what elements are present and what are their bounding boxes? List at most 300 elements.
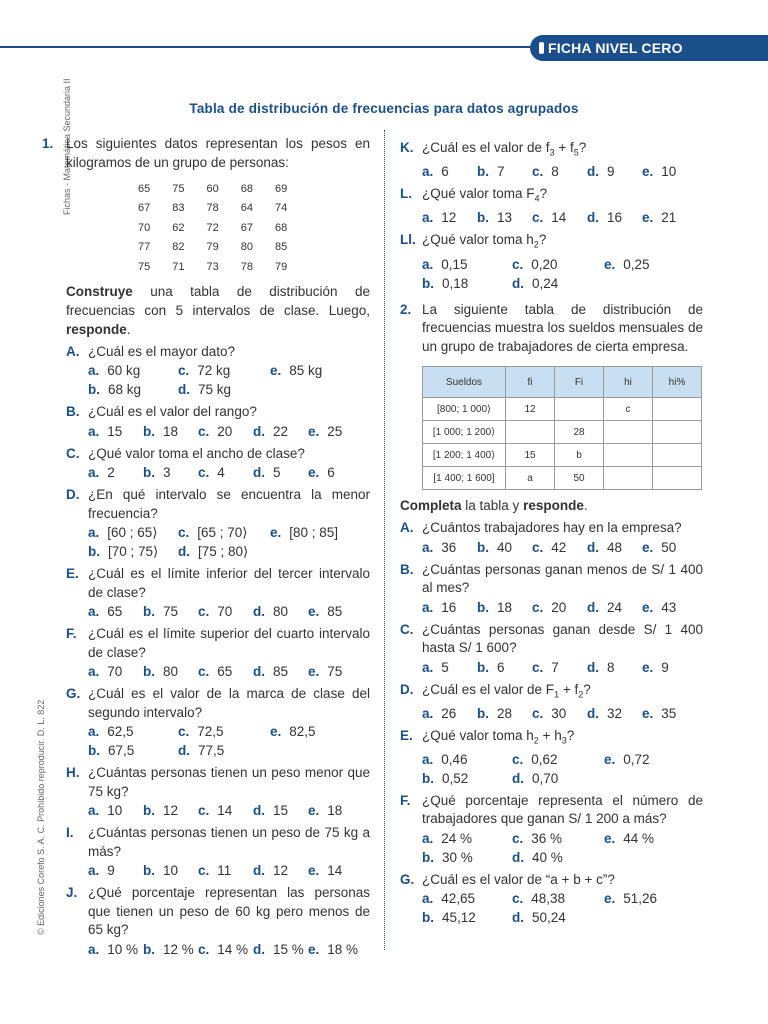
question-text-part: ? bbox=[583, 681, 591, 697]
option-letter: a. bbox=[88, 423, 100, 439]
options-row bbox=[88, 861, 370, 880]
option-value: 62,5 bbox=[107, 724, 134, 739]
table-cell: [1 000; 1 200⟩ bbox=[423, 421, 506, 444]
option bbox=[477, 658, 505, 677]
option-letter: b. bbox=[143, 664, 155, 679]
option-value: 7 bbox=[497, 164, 505, 180]
option bbox=[642, 208, 676, 227]
option-value: 21 bbox=[661, 210, 677, 226]
option-value: 15 bbox=[273, 803, 289, 818]
question-text bbox=[88, 764, 370, 801]
option-value: 68 kg bbox=[108, 382, 142, 397]
question-text bbox=[88, 445, 370, 464]
option-value: 14 bbox=[327, 863, 343, 878]
option-value: 42,65 bbox=[441, 891, 476, 907]
option-letter: c. bbox=[198, 423, 210, 439]
question-text bbox=[88, 884, 370, 940]
option-letter: b. bbox=[422, 849, 434, 865]
option-letter: a. bbox=[88, 465, 100, 480]
table-row bbox=[423, 398, 702, 421]
question bbox=[400, 871, 703, 890]
option bbox=[88, 463, 115, 482]
option-value: 8 bbox=[607, 659, 615, 675]
option bbox=[422, 658, 449, 677]
option-value: 9 bbox=[107, 863, 115, 878]
data-cell: 70 bbox=[138, 221, 151, 234]
option-letter: b. bbox=[143, 941, 155, 957]
option-letter: c. bbox=[198, 803, 210, 818]
table-cell: [1 200; 1 400⟩ bbox=[423, 444, 506, 467]
option bbox=[198, 602, 232, 621]
question-text-part: ¿Cuál es el valor de la marca de clase del segundo intervalo? bbox=[88, 686, 370, 720]
data-cell: 67 bbox=[138, 202, 151, 215]
option-value: 12 bbox=[441, 210, 457, 226]
option-value: 75 bbox=[327, 664, 343, 679]
question-text bbox=[422, 139, 703, 162]
options-row bbox=[88, 542, 370, 561]
question-letter: G. bbox=[66, 686, 81, 701]
question-text-part: ¿Cuál es el valor del rango? bbox=[88, 404, 257, 419]
instr-keyword2: responde bbox=[66, 321, 127, 337]
problem-1 bbox=[42, 135, 370, 172]
question-text bbox=[422, 792, 703, 829]
option bbox=[198, 940, 248, 959]
table-cell: 50 bbox=[555, 467, 604, 490]
options-row bbox=[422, 750, 703, 769]
option-letter: d. bbox=[178, 382, 190, 397]
table-cell: 28 bbox=[555, 421, 604, 444]
option-letter: b. bbox=[143, 863, 155, 878]
table-cell: [800; 1 000⟩ bbox=[423, 398, 506, 421]
option-letter: b. bbox=[477, 599, 489, 615]
option-letter: d. bbox=[587, 210, 599, 226]
option-value: 6 bbox=[497, 659, 505, 675]
option bbox=[512, 255, 558, 274]
option bbox=[178, 523, 248, 542]
question bbox=[400, 621, 703, 658]
question-text-part: ¿Qué porcentaje representa el número de trabajadores que ganan S/ 1 200 a más? bbox=[422, 792, 703, 827]
option-value: 70 bbox=[107, 664, 123, 679]
option bbox=[512, 848, 563, 867]
option-letter: d. bbox=[253, 863, 265, 878]
option bbox=[587, 658, 615, 677]
option-value: 15 % bbox=[273, 941, 304, 957]
option-value: 5 bbox=[273, 465, 281, 480]
data-cell: 60 bbox=[206, 182, 219, 195]
options-row bbox=[88, 463, 370, 482]
option-letter: b. bbox=[477, 539, 489, 555]
question-letter: Ll. bbox=[400, 232, 416, 248]
option bbox=[477, 162, 505, 181]
option-letter: c. bbox=[532, 659, 544, 675]
option-value: 7 bbox=[551, 659, 559, 675]
option-letter: c. bbox=[512, 891, 524, 907]
question-text-part: ¿Cuál es el límite inferior del tercer intervalo de clase? bbox=[88, 566, 370, 600]
option bbox=[308, 422, 342, 441]
question-letter: L. bbox=[400, 186, 412, 202]
option-value: 44 % bbox=[623, 830, 655, 846]
option-letter: c. bbox=[512, 751, 524, 767]
options-row bbox=[422, 829, 703, 848]
option-value: [70 ; 75⟩ bbox=[108, 544, 159, 559]
data-cell: 72 bbox=[206, 221, 219, 234]
options-row bbox=[422, 208, 703, 227]
option-value: 15 bbox=[107, 423, 123, 439]
table-cell: 15 bbox=[506, 444, 555, 467]
option-value: 5 bbox=[441, 659, 449, 675]
option bbox=[642, 658, 669, 677]
option-value: 0,15 bbox=[441, 256, 468, 272]
option bbox=[143, 940, 194, 959]
option-value: 75 bbox=[163, 604, 179, 619]
question-text bbox=[422, 561, 703, 598]
question bbox=[66, 565, 370, 602]
option-letter: e. bbox=[308, 803, 320, 818]
option-letter: e. bbox=[270, 363, 282, 378]
option-letter: c. bbox=[532, 539, 544, 555]
option-value: 14 % bbox=[217, 941, 249, 957]
data-cell: 68 bbox=[240, 182, 253, 195]
option bbox=[532, 704, 566, 723]
option-letter: c. bbox=[178, 724, 190, 739]
data-row bbox=[138, 219, 307, 237]
options-row bbox=[88, 602, 370, 621]
option-value: 4 bbox=[217, 465, 225, 480]
option-letter: b. bbox=[143, 423, 155, 439]
option-value: 10 bbox=[661, 164, 677, 180]
option bbox=[422, 598, 456, 617]
frequency-table bbox=[422, 366, 702, 490]
option-value: 2 bbox=[107, 465, 115, 480]
option-value: 14 bbox=[217, 803, 233, 818]
subscript: 2 bbox=[578, 689, 584, 700]
option bbox=[642, 538, 676, 557]
problem-number: 2. bbox=[400, 301, 412, 317]
option-letter: e. bbox=[308, 465, 320, 480]
option-letter: d. bbox=[178, 544, 190, 559]
option-value: 20 bbox=[551, 599, 567, 615]
option bbox=[178, 722, 224, 741]
option-letter: d. bbox=[587, 705, 599, 721]
option-value: 82,5 bbox=[289, 724, 316, 739]
option-value: 35 bbox=[661, 705, 677, 721]
option-value: 65 bbox=[107, 604, 123, 619]
option bbox=[308, 463, 335, 482]
option bbox=[88, 523, 158, 542]
data-cell: 68 bbox=[275, 221, 288, 234]
option-letter: b. bbox=[422, 910, 434, 926]
option-letter: d. bbox=[253, 423, 265, 439]
options-row bbox=[422, 889, 703, 908]
data-cell: 80 bbox=[240, 241, 253, 254]
option bbox=[512, 769, 558, 788]
option bbox=[587, 162, 615, 181]
instr-text: una tabla de distribución de frecuencias con 5 intervalos de clase. Luego, bbox=[66, 283, 370, 318]
option-value: 80 bbox=[163, 664, 179, 679]
option bbox=[532, 658, 559, 677]
options-row bbox=[422, 598, 703, 617]
option bbox=[477, 704, 512, 723]
question-text-part: + h bbox=[538, 727, 562, 743]
subscript: 3 bbox=[549, 147, 555, 158]
data-cell: 71 bbox=[172, 260, 185, 273]
option bbox=[532, 538, 566, 557]
option-value: 10 % bbox=[107, 941, 139, 957]
table-cell bbox=[653, 398, 702, 421]
question-letter: K. bbox=[400, 140, 414, 155]
option bbox=[198, 463, 225, 482]
option-letter: c. bbox=[512, 830, 524, 846]
option-letter: a. bbox=[88, 803, 100, 818]
option bbox=[422, 704, 456, 723]
table-header: Fi bbox=[555, 367, 604, 398]
table-header-row bbox=[423, 367, 702, 398]
question-text-part: ¿Cuál es el valor de f bbox=[422, 140, 550, 155]
option bbox=[88, 861, 115, 880]
option bbox=[198, 801, 232, 820]
option bbox=[532, 162, 559, 181]
option bbox=[178, 741, 224, 760]
option bbox=[253, 662, 288, 681]
data-cell: 75 bbox=[172, 182, 185, 195]
table-cell: 12 bbox=[506, 398, 555, 421]
questions-list bbox=[66, 343, 370, 959]
options-row bbox=[88, 662, 370, 681]
question-text-part: ? bbox=[539, 186, 548, 202]
option bbox=[477, 598, 512, 617]
option bbox=[88, 741, 134, 760]
side-caption-top: Fichas - Matemática Secundaria II bbox=[62, 78, 72, 215]
option bbox=[143, 602, 178, 621]
option-value: 65 bbox=[217, 664, 233, 679]
question-letter: E. bbox=[400, 727, 413, 743]
option bbox=[422, 889, 475, 908]
question bbox=[400, 727, 703, 750]
question-text-part: ? bbox=[538, 232, 547, 248]
options-row bbox=[422, 538, 703, 557]
question-text-part: ¿Qué valor toma el ancho de clase? bbox=[88, 445, 305, 461]
question-letter: F. bbox=[400, 792, 411, 808]
option-letter: b. bbox=[477, 659, 489, 675]
options-row bbox=[88, 801, 370, 820]
option-letter: e. bbox=[308, 423, 320, 439]
option-value: 30 % bbox=[442, 849, 473, 865]
question-text-part: ¿Qué porcentaje representan las personas que tienen un peso de 60 kg pero menos de 65 kg? bbox=[88, 885, 370, 937]
options-row bbox=[88, 380, 370, 399]
question-letter: B. bbox=[400, 561, 414, 577]
problem-2 bbox=[400, 301, 703, 357]
question-text-part: ¿Qué valor toma h bbox=[422, 727, 534, 743]
table-cell bbox=[604, 444, 653, 467]
question-text-part: ¿Cuál es el mayor dato? bbox=[88, 343, 236, 359]
option bbox=[422, 538, 456, 557]
option-value: 85 bbox=[327, 604, 343, 619]
option bbox=[587, 208, 622, 227]
option bbox=[512, 750, 558, 769]
option-letter: d. bbox=[253, 465, 265, 480]
option-letter: b. bbox=[143, 803, 155, 818]
question-text-part: ¿Qué valor toma h bbox=[422, 232, 534, 248]
option-letter: d. bbox=[253, 941, 265, 957]
data-cell: 85 bbox=[275, 241, 288, 254]
option-letter: a. bbox=[422, 210, 434, 226]
option bbox=[422, 769, 468, 788]
question bbox=[400, 792, 703, 829]
options-row bbox=[422, 274, 703, 293]
question-text bbox=[422, 231, 703, 254]
question-text bbox=[422, 727, 703, 750]
option-value: 30 bbox=[551, 705, 567, 721]
option-letter: a. bbox=[88, 724, 100, 739]
table-row bbox=[423, 467, 702, 490]
option-letter: e. bbox=[642, 164, 654, 180]
option-letter: a. bbox=[422, 705, 434, 721]
option-letter: d. bbox=[512, 770, 524, 786]
option bbox=[604, 750, 650, 769]
question-text bbox=[88, 824, 370, 861]
right-column bbox=[400, 135, 703, 927]
option-letter: c. bbox=[198, 465, 210, 480]
option bbox=[512, 829, 562, 848]
table-header: hi% bbox=[653, 367, 702, 398]
option-value: 10 bbox=[163, 863, 179, 878]
question-letter: A. bbox=[400, 520, 414, 536]
table-cell: [1 400; 1 600] bbox=[423, 467, 506, 490]
table-cell: c bbox=[604, 398, 653, 421]
option bbox=[198, 861, 231, 880]
instr-keyword2: responde bbox=[523, 498, 584, 514]
option-value: 24 % bbox=[441, 830, 473, 846]
question-text bbox=[422, 621, 703, 658]
option bbox=[587, 598, 622, 617]
question-text-part: ¿Cuál es el límite superior del cuarto intervalo de clase? bbox=[88, 626, 370, 660]
option bbox=[143, 801, 178, 820]
question-text bbox=[88, 685, 370, 722]
option bbox=[88, 722, 134, 741]
option-value: 72,5 bbox=[197, 724, 224, 739]
option bbox=[642, 704, 676, 723]
option-letter: e. bbox=[642, 210, 654, 226]
option-letter: d. bbox=[587, 599, 599, 615]
option-value: 20 bbox=[217, 423, 233, 439]
option-value: 85 bbox=[273, 664, 289, 679]
option bbox=[178, 380, 231, 399]
option-value: 0,18 bbox=[442, 275, 469, 291]
option-letter: c. bbox=[532, 210, 544, 226]
data-cell: 79 bbox=[206, 241, 219, 254]
option-value: 8 bbox=[551, 164, 559, 180]
option-letter: a. bbox=[422, 659, 434, 675]
table-cell: b bbox=[555, 444, 604, 467]
data-cell: 62 bbox=[172, 221, 185, 234]
option-letter: e. bbox=[270, 724, 282, 739]
option bbox=[88, 602, 122, 621]
question bbox=[66, 343, 370, 362]
instr-end: . bbox=[126, 321, 131, 337]
question bbox=[400, 519, 703, 538]
option-value: 9 bbox=[661, 659, 669, 675]
option-letter: a. bbox=[422, 599, 434, 615]
data-cell: 73 bbox=[206, 260, 219, 273]
data-row bbox=[138, 200, 307, 218]
question bbox=[66, 824, 370, 861]
option-letter: e. bbox=[642, 599, 654, 615]
question bbox=[66, 625, 370, 662]
question-letter: A. bbox=[66, 343, 80, 359]
option-value: 70 bbox=[217, 604, 233, 619]
option-value: 0,24 bbox=[532, 275, 559, 291]
option-value: 50,24 bbox=[532, 910, 566, 926]
column-divider bbox=[384, 130, 385, 950]
option-value: [75 ; 80⟩ bbox=[198, 544, 249, 559]
option-letter: e. bbox=[642, 705, 654, 721]
option bbox=[604, 889, 657, 908]
option-value: 72 kg bbox=[197, 363, 231, 378]
option-letter: a. bbox=[422, 751, 434, 767]
option bbox=[642, 162, 676, 181]
option-letter: b. bbox=[477, 210, 489, 226]
problem-number: 1. bbox=[42, 136, 54, 151]
options-row bbox=[422, 908, 703, 927]
questions-list-2 bbox=[400, 519, 703, 927]
option bbox=[253, 422, 288, 441]
option-letter: a. bbox=[88, 664, 100, 679]
problem-intro: Los siguientes datos representan los pesos en kilogramos de un grupo de personas: bbox=[66, 136, 370, 170]
option-value: 0,72 bbox=[623, 751, 650, 767]
option-value: 18 bbox=[497, 599, 513, 615]
option-value: 45,12 bbox=[442, 910, 476, 926]
question bbox=[400, 231, 703, 254]
question-text-part: ¿Cuántas personas tienen un peso menor que 75 kg? bbox=[88, 765, 370, 799]
option-value: 14 bbox=[551, 210, 567, 226]
option-value: 26 bbox=[441, 705, 457, 721]
option-letter: d. bbox=[587, 164, 599, 180]
option-letter: c. bbox=[198, 664, 210, 679]
option bbox=[143, 861, 178, 880]
option-letter: e. bbox=[642, 659, 654, 675]
instr-end: . bbox=[583, 498, 588, 514]
option-letter: e. bbox=[308, 941, 320, 957]
question-letter: G. bbox=[400, 871, 415, 887]
option-letter: e. bbox=[308, 664, 320, 679]
option-letter: e. bbox=[604, 830, 616, 846]
option-letter: c. bbox=[198, 863, 210, 878]
data-cell: 74 bbox=[275, 202, 288, 215]
option-value: 77,5 bbox=[198, 743, 225, 758]
option-letter: a. bbox=[422, 256, 434, 272]
option bbox=[477, 208, 512, 227]
option-letter: d. bbox=[512, 849, 524, 865]
option-value: 9 bbox=[607, 164, 615, 180]
question-text-part: ¿Cuántos trabajadores hay en la empresa? bbox=[422, 520, 682, 536]
question-text-part: + f bbox=[554, 140, 574, 155]
option-letter: b. bbox=[143, 604, 155, 619]
option-value: 11 bbox=[217, 863, 232, 878]
instr-text: la tabla y bbox=[461, 498, 524, 514]
question-letter: E. bbox=[66, 566, 79, 581]
option-value: 36 % bbox=[531, 830, 563, 846]
question bbox=[400, 139, 703, 162]
question-text-part: + f bbox=[559, 681, 579, 697]
option-letter: e. bbox=[270, 525, 282, 540]
option-value: 12 bbox=[163, 803, 179, 818]
option-letter: a. bbox=[88, 525, 100, 540]
question-letter: D. bbox=[400, 681, 414, 697]
instr-keyword: Completa bbox=[400, 498, 462, 514]
option-letter: c. bbox=[198, 604, 210, 619]
option bbox=[88, 380, 141, 399]
question-letter: C. bbox=[400, 621, 414, 637]
